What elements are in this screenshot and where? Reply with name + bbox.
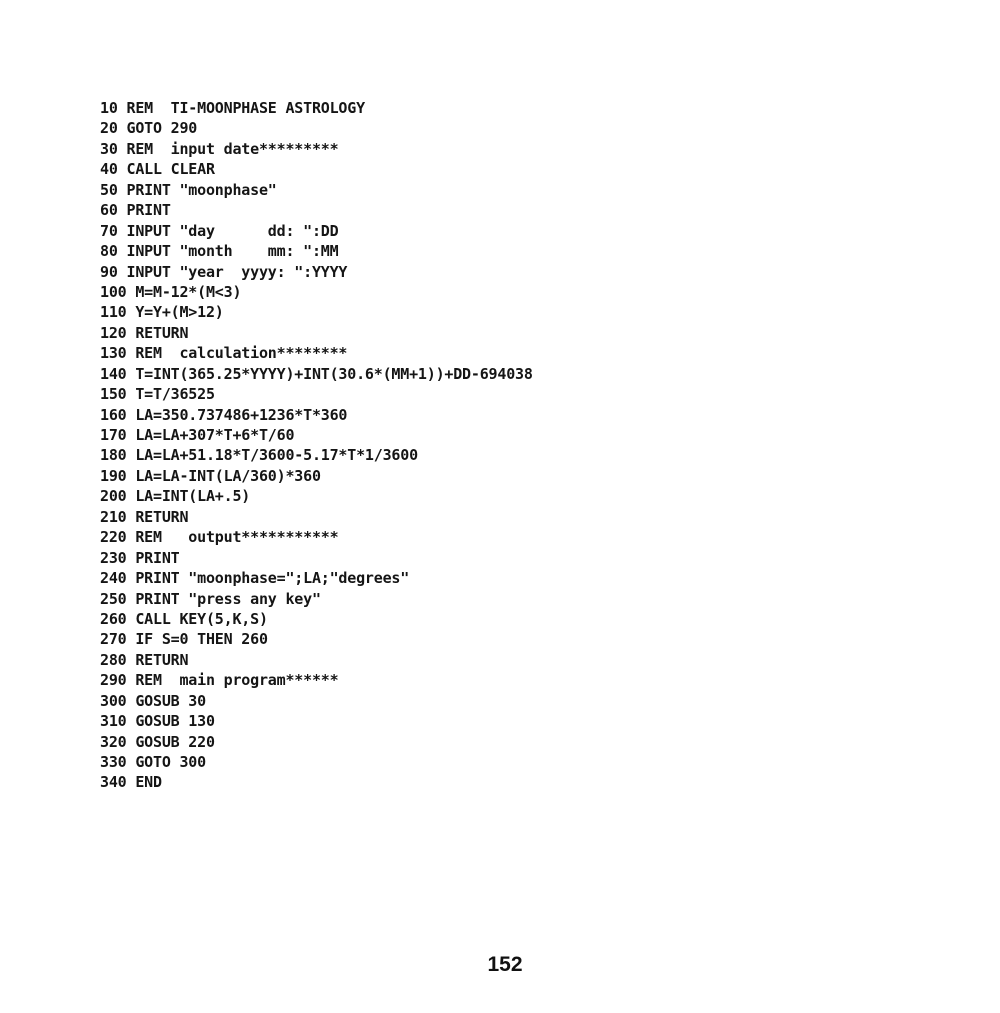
code-line: 10 REM TI-MOONPHASE ASTROLOGY [100, 99, 365, 117]
code-line: 70 INPUT "day dd: ":DD [100, 221, 339, 240]
code-line: 50 PRINT "moonphase" [100, 180, 277, 199]
code-line: 340 END [100, 773, 162, 792]
code-line: 120 RETURN [100, 323, 189, 342]
code-line: 130 REM calculation******** [100, 344, 348, 363]
code-line: 310 GOSUB 130 [100, 712, 215, 731]
code-line: 180 LA=LA+51.18*T/3600-5.17*T*1/3600 [100, 446, 418, 465]
code-line: 170 LA=LA+307*T+6*T/60 [100, 426, 295, 444]
code-line: 90 INPUT "year yyyy: ":YYYY [100, 262, 348, 281]
code-line: 30 REM input date********* [100, 139, 339, 158]
code-line: 210 RETURN [100, 507, 189, 526]
code-line: 320 GOSUB 220 [100, 732, 215, 751]
basic-program-listing [100, 98, 533, 793]
code-line: 240 PRINT "moonphase=";LA;"degrees" [100, 569, 410, 588]
code-line: 330 GOTO 300 [100, 753, 206, 771]
code-line: 280 RETURN [100, 650, 189, 669]
code-line: 190 LA=LA-INT(LA/360)*360 [100, 466, 321, 485]
code-line: 160 LA=350.737486+1236*T*360 [100, 405, 348, 424]
page-number: 152 [487, 953, 523, 976]
code-line: 100 M=M-12*(M<3) [100, 282, 242, 301]
code-line: 220 REM output*********** [100, 528, 339, 547]
code-line: 230 PRINT [100, 548, 180, 567]
code-line: 110 Y=Y+(M>12) [100, 303, 224, 322]
code-line: 150 T=T/36525 [100, 385, 215, 404]
code-line: 200 LA=INT(LA+.5) [100, 487, 251, 506]
code-line: 40 CALL CLEAR [100, 160, 215, 179]
code-line: 20 GOTO 290 [100, 119, 198, 138]
code-line: 60 PRINT [100, 201, 171, 220]
code-line: 80 INPUT "month mm: ":MM [100, 242, 339, 261]
code-line: 260 CALL KEY(5,K,S) [100, 609, 268, 628]
code-line: 140 T=INT(365.25*YYYY)+INT(30.6*(MM+1))+DD-694038 [100, 364, 533, 383]
code-line: 300 GOSUB 30 [100, 691, 206, 710]
code-line: 250 PRINT "press any key" [100, 589, 321, 608]
code-line: 290 REM main program****** [100, 671, 339, 690]
code-line: 270 IF S=0 THEN 260 [100, 630, 268, 649]
